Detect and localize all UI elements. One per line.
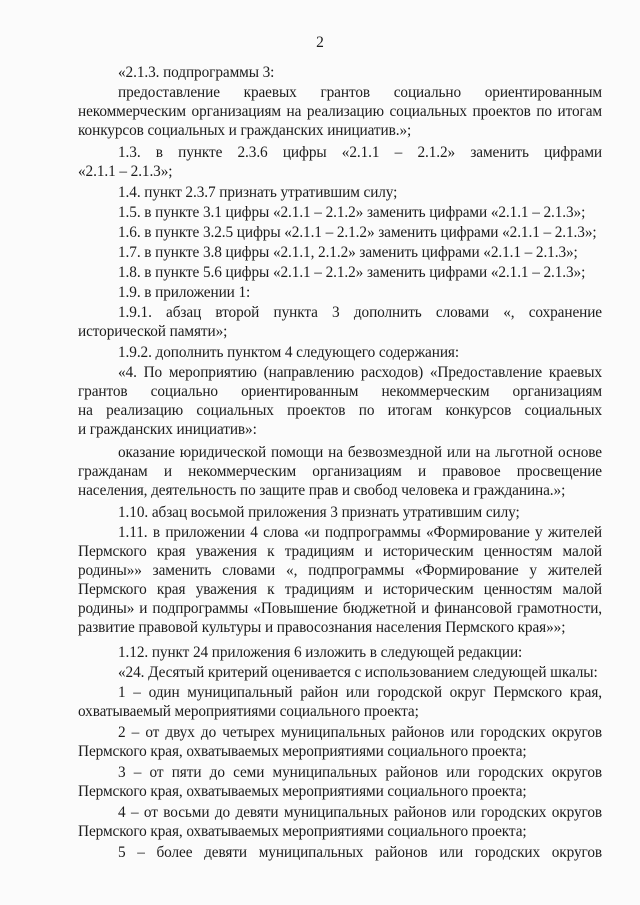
text-line: 1.10. абзац восьмой приложения 3 признать утратившим силу; bbox=[118, 504, 520, 521]
text-line: 1.7. в пункте 3.8 цифры «2.1.1, 2.1.2» заменить цифрами «2.1.1 – 2.1.3»; bbox=[118, 244, 578, 261]
paragraph-1-12 bbox=[78, 643, 602, 662]
paragraph-1-5 bbox=[78, 203, 602, 222]
paragraph-1-10 bbox=[78, 503, 602, 522]
text-line: исторической памяти»; bbox=[78, 323, 228, 340]
text-line: населения, деятельность по защите прав и свобод человека и гражданина.»; bbox=[78, 482, 566, 499]
text-line: некоммерческим организациям на реализацию социальных проектов по итогам bbox=[78, 103, 602, 120]
text-line: родины»» заменить словами «, подпрограммы «Формирование у жителей bbox=[78, 562, 602, 579]
text-line: охватываемый мероприятиями социального проекта; bbox=[78, 703, 419, 720]
text-line: 1.9.2. дополнить пунктом 4 следующего содержания: bbox=[118, 344, 460, 361]
text-line: и гражданских инициатив»: bbox=[78, 421, 257, 438]
text-line: предоставление краевых грантов социально ориентированным bbox=[118, 84, 602, 101]
paragraph-1-6 bbox=[78, 223, 602, 242]
text-line: 1.9. в приложении 1: bbox=[118, 284, 251, 301]
text-line: 4 – от восьми до девяти муниципальных районов или городских округов bbox=[118, 804, 602, 821]
text-line: Пермского края, охватываемых мероприятиями социального проекта; bbox=[78, 783, 527, 800]
text-line: 1.12. пункт 24 приложения 6 изложить в следующей редакции: bbox=[118, 644, 523, 661]
text-line: 1.5. в пункте 3.1 цифры «2.1.1 – 2.1.2» заменить цифрами «2.1.1 – 2.1.3»; bbox=[118, 204, 586, 221]
paragraph-1-9 bbox=[78, 283, 602, 302]
text-line: 5 – более девяти муниципальных районов или городских округов bbox=[118, 844, 602, 861]
text-line: Пермского края, охватываемых мероприятиями социального проекта; bbox=[78, 743, 527, 760]
paragraph-1-3 bbox=[78, 143, 602, 181]
text-line: Пермского края уважения к традициям и историческим ценностям малой bbox=[78, 581, 602, 598]
paragraph-1-9-2 bbox=[78, 343, 602, 362]
scale-item-1 bbox=[78, 683, 602, 721]
text-line: Пермского края, охватываемых мероприятиями социального проекта; bbox=[78, 823, 527, 840]
paragraph-1-7 bbox=[78, 243, 602, 262]
text-line: гражданам и некоммерческим организациям и правовое просвещение bbox=[78, 463, 602, 480]
text-line: 1.8. в пункте 5.6 цифры «2.1.1 – 2.1.2» заменить цифрами «2.1.1 – 2.1.3»; bbox=[118, 264, 586, 281]
text-line: «4. По мероприятию (направлению расходов) «Предоставление краевых bbox=[118, 364, 602, 381]
scale-item-2 bbox=[78, 723, 602, 761]
paragraph-1-4 bbox=[78, 183, 602, 202]
paragraph-legal-aid bbox=[78, 443, 602, 500]
paragraph-2-1-3-text bbox=[78, 83, 602, 140]
text-line: 1.3. в пункте 2.3.6 цифры «2.1.1 – 2.1.2» заменить цифрами bbox=[118, 144, 602, 161]
paragraph-2-1-3-heading bbox=[78, 63, 602, 82]
text-line: грантов социально ориентированным некоммерческим организациям bbox=[78, 383, 602, 400]
text-line: «2.1.1 – 2.1.3»; bbox=[78, 163, 173, 180]
paragraph-1-11 bbox=[78, 523, 602, 637]
text-line: «24. Десятый критерий оценивается с использованием следующей шкалы: bbox=[118, 664, 598, 681]
scale-item-5 bbox=[78, 843, 602, 862]
text-line: 2 – от двух до четырех муниципальных районов или городских округов bbox=[118, 724, 602, 741]
paragraph-point-24 bbox=[78, 663, 602, 682]
text-line: на реализацию социальных проектов по итогам конкурсов социальных bbox=[78, 402, 602, 419]
text-line: оказание юридической помощи на безвозмездной или на льготной основе bbox=[118, 444, 602, 461]
text-line: Пермского края уважения к традициям и историческим ценностям малой bbox=[78, 543, 602, 560]
text-line: родины» и подпрограммы «Повышение бюджетной и финансовой грамотности, bbox=[78, 600, 602, 617]
text-line: 1 – один муниципальный район или городской округ Пермского края, bbox=[118, 684, 602, 701]
scale-item-3 bbox=[78, 763, 602, 801]
text-line: 1.9.1. абзац второй пункта 3 дополнить словами «, сохранение bbox=[118, 304, 602, 321]
text-line: 1.4. пункт 2.3.7 признать утратившим силу; bbox=[118, 184, 398, 201]
paragraph-1-8 bbox=[78, 263, 602, 282]
text-line: 1.11. в приложении 4 слова «и подпрограммы «Формирование у жителей bbox=[118, 524, 602, 541]
text-line: конкурсов социальных и гражданских инициатив.»; bbox=[78, 122, 412, 139]
text-line: 3 – от пяти до семи муниципальных районов или городских округов bbox=[118, 764, 602, 781]
text-line: 1.6. в пункте 3.2.5 цифры «2.1.1 – 2.1.2» заменить цифрами «2.1.1 – 2.1.3»; bbox=[118, 224, 597, 241]
page-number: 2 bbox=[316, 34, 324, 51]
paragraph-1-9-1 bbox=[78, 303, 602, 341]
paragraph-point-4 bbox=[78, 363, 602, 439]
scale-item-4 bbox=[78, 803, 602, 841]
text-line: «2.1.3. подпрограммы 3: bbox=[118, 64, 275, 81]
text-line: развитие правовой культуры и правосознания населения Пермского края»»; bbox=[78, 619, 566, 636]
